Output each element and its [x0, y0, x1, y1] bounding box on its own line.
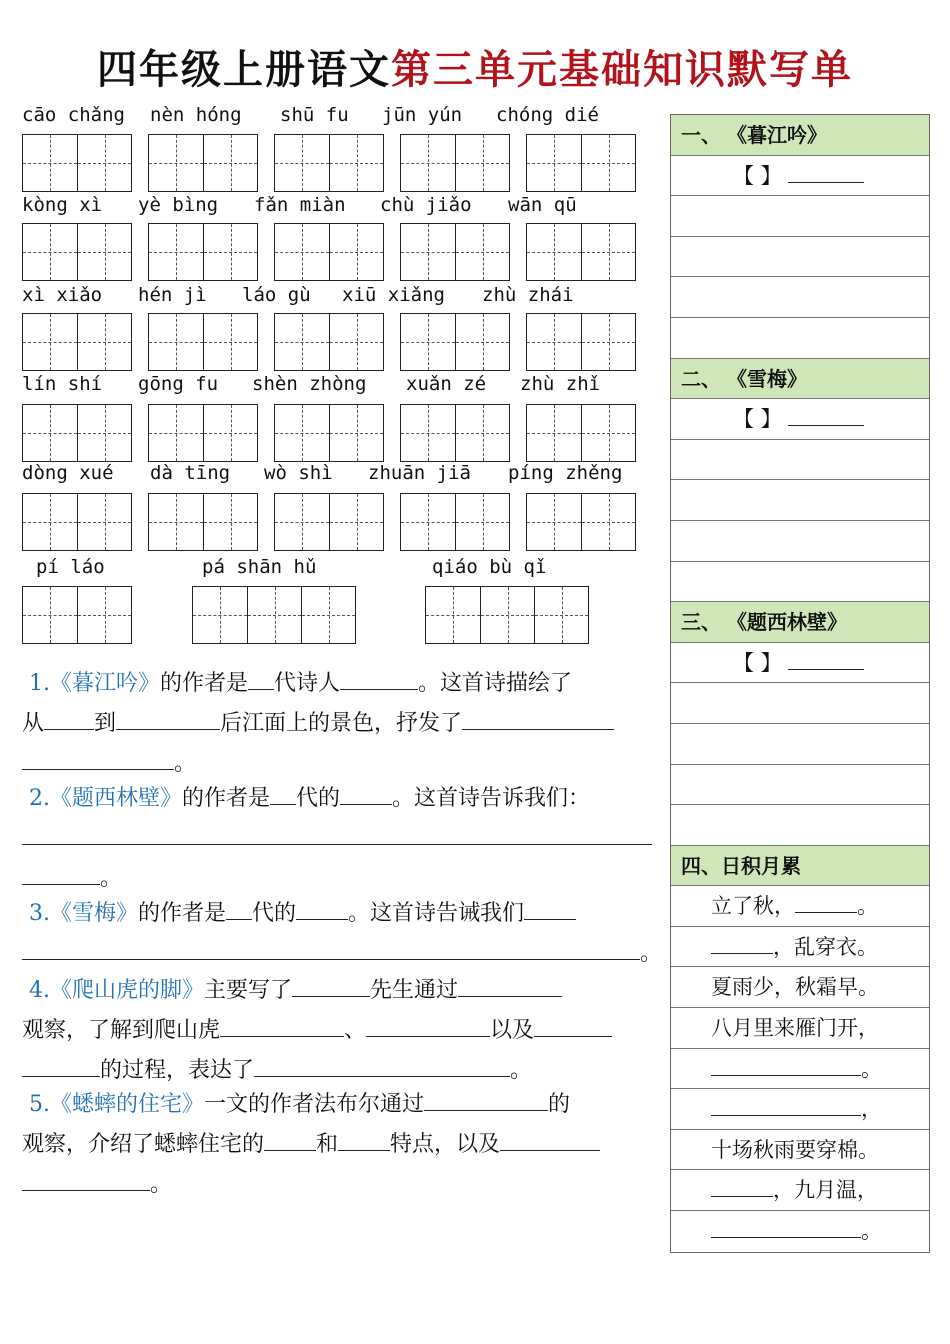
- saying-line[interactable]: [671, 1170, 929, 1211]
- saying-line[interactable]: [671, 1049, 929, 1090]
- writing-line[interactable]: [671, 562, 929, 603]
- answer-blank[interactable]: [22, 818, 652, 845]
- author-row[interactable]: [671, 156, 929, 197]
- q4-text: 。: [510, 1058, 533, 1083]
- pinyin-5-4: zhuān jiā: [368, 462, 471, 484]
- section-header-2: [671, 359, 929, 400]
- writing-grid[interactable]: [22, 313, 132, 371]
- dynasty-bracket: 【 】: [733, 650, 782, 675]
- section-title: 四、日积月累: [681, 853, 801, 878]
- writing-grid[interactable]: [192, 586, 356, 644]
- writing-grid[interactable]: [400, 134, 510, 192]
- q4-text: 以及: [490, 1018, 535, 1043]
- section-number: 三、: [681, 610, 721, 635]
- q5-number: 5.: [29, 1092, 50, 1117]
- answer-blank[interactable]: [248, 663, 274, 690]
- dynasty-bracket: 【 】: [733, 163, 782, 188]
- pinyin-5-5: píng zhěng: [508, 462, 623, 484]
- saying-text: ，: [861, 1097, 882, 1122]
- pinyin-3-2: hén jì: [138, 284, 207, 306]
- page-title: [0, 38, 950, 95]
- title-unit: 第三单元基础知识默写单: [391, 47, 853, 93]
- pinyin-2-1: kòng xì: [22, 194, 103, 216]
- answer-blank[interactable]: [524, 893, 576, 920]
- writing-line[interactable]: [671, 237, 929, 278]
- q2-number: 2.: [29, 786, 50, 811]
- pinyin-5-2: dà tīng: [150, 462, 231, 484]
- section-poem-title: 《暮江吟》: [737, 123, 827, 147]
- q2-text: 的作者是: [182, 786, 271, 811]
- author-blank[interactable]: [788, 401, 864, 426]
- pinyin-2-4: chù jiǎo: [380, 194, 472, 216]
- pinyin-1-5: chóng dié: [496, 104, 599, 126]
- section-header-1: [671, 115, 929, 156]
- pinyin-3-3: láo gù: [242, 284, 311, 306]
- answer-blank[interactable]: [44, 703, 94, 730]
- pinyin-3-4: xiū xiǎng: [342, 284, 445, 306]
- saying-text: 十场秋雨要穿棉。: [711, 1137, 879, 1162]
- saying-text: 夏雨少，秋霜早。: [711, 975, 879, 1000]
- pinyin-1-2: nèn hóng: [150, 104, 242, 126]
- answer-blank[interactable]: [711, 1091, 861, 1116]
- pinyin-6-3: qiáo bù qǐ: [432, 556, 547, 578]
- question-3: [22, 893, 662, 973]
- writing-line[interactable]: [671, 196, 929, 237]
- pinyin-5-1: dòng xué: [22, 462, 114, 484]
- answer-blank[interactable]: [366, 1010, 490, 1037]
- pinyin-3-5: zhù zhái: [482, 284, 574, 306]
- q1-title: 《暮江吟》: [50, 671, 161, 696]
- writing-line[interactable]: [671, 480, 929, 521]
- writing-grid[interactable]: [274, 313, 384, 371]
- answer-blank[interactable]: [424, 1084, 548, 1111]
- q4-text: 的过程，表达了: [100, 1058, 255, 1083]
- writing-line[interactable]: [671, 683, 929, 724]
- saying-line[interactable]: [671, 1089, 929, 1130]
- q3-text: 的作者是: [138, 901, 227, 926]
- writing-grid[interactable]: [400, 404, 510, 462]
- writing-grid[interactable]: [148, 493, 258, 551]
- answer-blank[interactable]: [296, 893, 348, 920]
- dynasty-bracket: 【 】: [733, 407, 782, 432]
- question-1: [22, 663, 662, 783]
- q1-number: 1.: [29, 671, 50, 696]
- writing-line[interactable]: [671, 805, 929, 846]
- pinyin-6-2: pá shān hǔ: [202, 556, 317, 578]
- q5-text: 。: [150, 1172, 173, 1197]
- pinyin-2-5: wān qū: [508, 194, 577, 216]
- q3-text: 。这首诗告诫我们: [348, 901, 525, 926]
- writing-grid[interactable]: [22, 586, 132, 644]
- section-number: 二、: [681, 366, 721, 391]
- writing-line[interactable]: [671, 765, 929, 806]
- saying-text: 。: [861, 1056, 882, 1081]
- writing-line[interactable]: [671, 521, 929, 562]
- saying-text: ，九月温，: [773, 1178, 878, 1203]
- q1-text: 的作者是: [160, 671, 249, 696]
- q1-text: 。这首诗描绘了: [418, 671, 573, 696]
- answer-blank[interactable]: [292, 970, 370, 997]
- q4-text: 、: [344, 1018, 367, 1043]
- writing-grid[interactable]: [22, 404, 132, 462]
- question-2: [22, 778, 662, 898]
- writing-grid[interactable]: [274, 404, 384, 462]
- q5-title: 《蟋蟀的住宅》: [50, 1092, 205, 1117]
- q1-text: 从: [22, 711, 45, 736]
- q5-text: 和: [316, 1132, 339, 1157]
- saying-text: 八月里来雁门开，: [711, 1016, 879, 1041]
- answer-blank[interactable]: [795, 888, 857, 913]
- writing-grid[interactable]: [526, 134, 636, 192]
- pinyin-4-2: gōng fu: [138, 373, 219, 395]
- author-blank[interactable]: [788, 158, 864, 183]
- q1-text: 到: [94, 711, 117, 736]
- q5-text: 一文的作者法布尔通过: [204, 1092, 425, 1117]
- answer-blank[interactable]: [226, 893, 252, 920]
- writing-grid[interactable]: [274, 493, 384, 551]
- question-5: [22, 1084, 662, 1204]
- saying-line: [671, 967, 929, 1008]
- answer-blank[interactable]: [500, 1124, 600, 1151]
- q3-title: 《雪梅》: [50, 901, 139, 926]
- answer-blank[interactable]: [270, 778, 296, 805]
- writing-grid[interactable]: [148, 134, 258, 192]
- writing-grid[interactable]: [425, 586, 589, 644]
- q3-text: 。: [640, 941, 663, 966]
- pinyin-4-4: xuǎn zé: [406, 373, 487, 395]
- answer-blank[interactable]: [116, 703, 220, 730]
- q3-text: 代的: [252, 901, 297, 926]
- saying-text: ，乱穿衣。: [773, 934, 878, 959]
- writing-grid[interactable]: [400, 493, 510, 551]
- writing-grid[interactable]: [22, 134, 132, 192]
- q1-text: 后江面上的景色，抒发了: [220, 711, 463, 736]
- pinyin-6-1: pí láo: [36, 556, 105, 578]
- writing-grid[interactable]: [274, 223, 384, 281]
- author-row[interactable]: [671, 399, 929, 440]
- writing-grid[interactable]: [400, 313, 510, 371]
- q2-text: 代的: [296, 786, 341, 811]
- pinyin-1-3: shū fu: [280, 104, 349, 126]
- saying-line[interactable]: [671, 927, 929, 968]
- writing-grid[interactable]: [22, 223, 132, 281]
- writing-grid[interactable]: [526, 223, 636, 281]
- writing-grid[interactable]: [148, 223, 258, 281]
- q4-text: 主要写了: [204, 978, 293, 1003]
- answer-blank[interactable]: [338, 1124, 390, 1151]
- poem-dictation-table: [670, 114, 930, 1253]
- q4-title: 《爬山虎的脚》: [50, 978, 205, 1003]
- answer-blank[interactable]: [458, 970, 562, 997]
- writing-grid[interactable]: [526, 493, 636, 551]
- pinyin-2-3: fǎn miàn: [254, 194, 346, 216]
- pinyin-2-2: yè bìng: [138, 194, 219, 216]
- q4-number: 4.: [29, 978, 50, 1003]
- writing-line[interactable]: [671, 724, 929, 765]
- pinyin-5-3: wò shì: [264, 462, 333, 484]
- saying-line[interactable]: 立了秋， 。: [671, 886, 929, 927]
- answer-blank[interactable]: [340, 778, 392, 805]
- writing-grid[interactable]: [148, 313, 258, 371]
- answer-blank[interactable]: [711, 1051, 861, 1076]
- pinyin-3-1: xì xiǎo: [22, 284, 103, 306]
- q5-text: 观察，介绍了蟋蟀住宅的: [22, 1132, 265, 1157]
- saying-line[interactable]: [671, 1211, 929, 1252]
- q3-number: 3.: [29, 901, 50, 926]
- q1-text: 。: [174, 751, 197, 776]
- writing-grid[interactable]: [526, 404, 636, 462]
- author-blank[interactable]: [788, 645, 864, 670]
- answer-blank[interactable]: [220, 1010, 344, 1037]
- q2-title: 《题西林壁》: [50, 786, 183, 811]
- section-number: 一、: [681, 123, 721, 147]
- writing-line[interactable]: [671, 318, 929, 359]
- answer-blank[interactable]: [254, 1050, 510, 1077]
- answer-blank[interactable]: [711, 1213, 861, 1238]
- writing-line[interactable]: [671, 277, 929, 318]
- section-header-4: [671, 846, 929, 887]
- answer-blank[interactable]: [22, 743, 174, 770]
- answer-blank[interactable]: [534, 1010, 612, 1037]
- saying-line: [671, 1130, 929, 1171]
- q4-text: 先生通过: [370, 978, 459, 1003]
- saying-text: 立了秋，: [711, 894, 795, 919]
- section-poem-title: 《雪梅》: [737, 366, 807, 391]
- answer-blank[interactable]: [340, 663, 418, 690]
- author-row[interactable]: [671, 643, 929, 684]
- pinyin-4-1: lín shí: [22, 373, 103, 395]
- answer-blank[interactable]: [22, 933, 640, 960]
- answer-blank[interactable]: [711, 1172, 773, 1197]
- pinyin-4-3: shèn zhòng: [252, 373, 367, 395]
- answer-blank[interactable]: [22, 1164, 150, 1191]
- q2-text: 。: [100, 866, 123, 891]
- writing-grid[interactable]: [400, 223, 510, 281]
- q1-text: 代诗人: [274, 671, 341, 696]
- answer-blank[interactable]: [22, 1050, 100, 1077]
- writing-grid[interactable]: [22, 493, 132, 551]
- section-poem-title: 《题西林壁》: [737, 610, 847, 635]
- writing-grid[interactable]: [526, 313, 636, 371]
- q4-text: 观察，了解到爬山虎: [22, 1018, 221, 1043]
- q2-text: 。这首诗告诉我们：: [392, 786, 591, 811]
- pinyin-1-1: cāo chǎng: [22, 104, 125, 126]
- answer-blank[interactable]: [22, 858, 100, 885]
- title-grade: 四年级上册语文: [97, 47, 391, 93]
- section-header-3: [671, 602, 929, 643]
- saying-line: [671, 1008, 929, 1049]
- q5-text: 特点，以及: [390, 1132, 501, 1157]
- answer-blank[interactable]: [264, 1124, 316, 1151]
- q5-text: 的: [548, 1092, 571, 1117]
- writing-grid[interactable]: [274, 134, 384, 192]
- answer-blank[interactable]: [711, 929, 773, 954]
- pinyin-4-5: zhù zhǐ: [520, 373, 601, 395]
- writing-line[interactable]: [671, 440, 929, 481]
- question-4: [22, 970, 662, 1090]
- saying-text: 。: [861, 1219, 882, 1244]
- writing-grid[interactable]: [148, 404, 258, 462]
- answer-blank[interactable]: [462, 703, 614, 730]
- pinyin-1-4: jūn yún: [382, 104, 463, 126]
